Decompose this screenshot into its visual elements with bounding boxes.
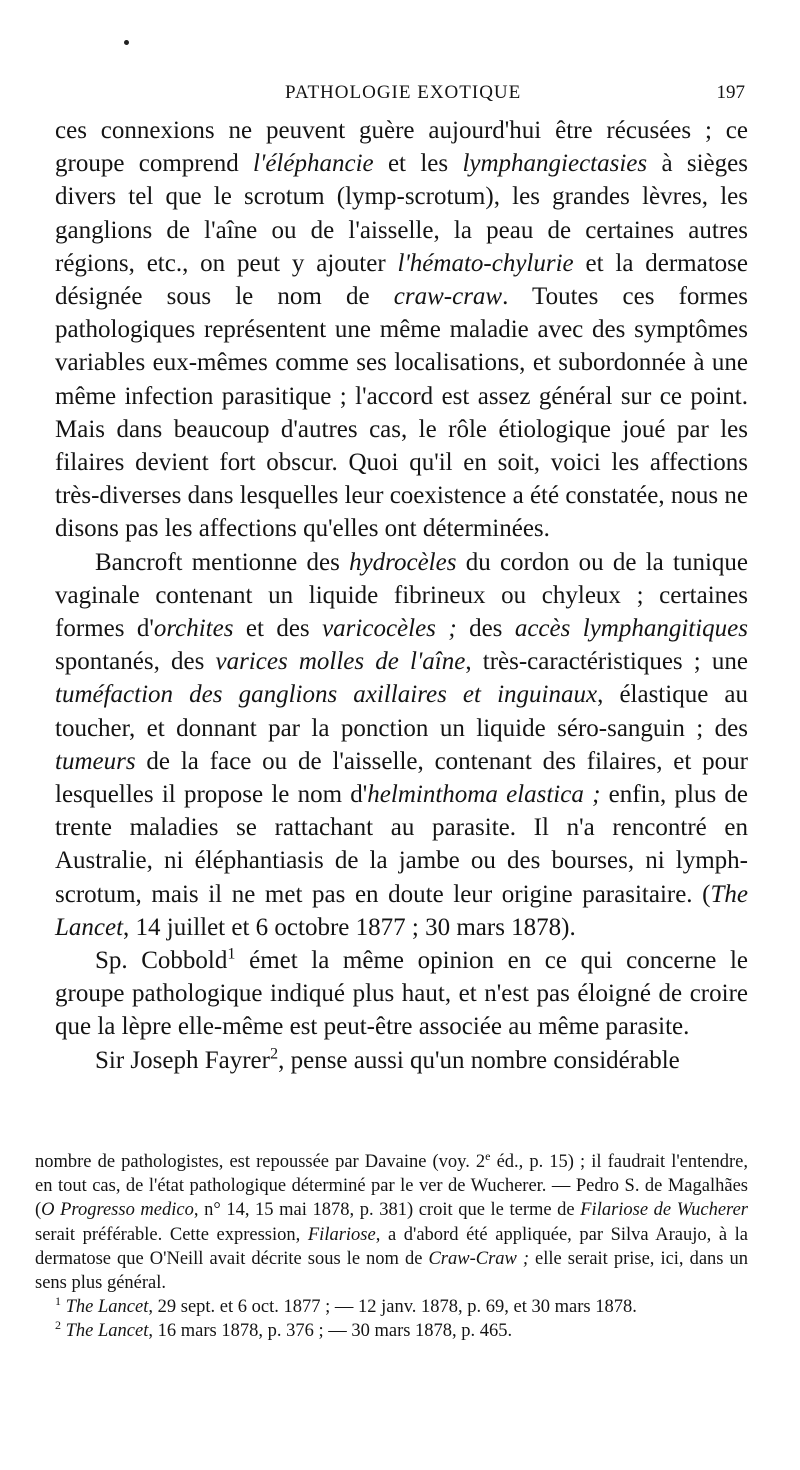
italic-term: craw-craw — [393, 283, 503, 311]
italic-term: O Progresso medico — [41, 1200, 194, 1221]
text-run: Bancroft mentionne des — [95, 548, 350, 576]
italic-term: The Lancet — [65, 1297, 149, 1318]
italic-term: varices molles de l'aîne — [215, 648, 466, 676]
footnotes — [35, 1150, 748, 1344]
text-run: Sp. Cobbold — [95, 947, 228, 975]
italic-term: varicocèles ; — [322, 615, 457, 643]
italic-term: tumeurs — [55, 747, 136, 775]
page-header — [55, 82, 745, 108]
running-title: PATHOLOGIE EXOTIQUE — [285, 82, 522, 103]
italic-term: helminthoma elastica ; — [367, 781, 601, 809]
text-run: et des — [233, 615, 323, 643]
text-run: Sir Joseph Fayrer — [95, 1046, 270, 1074]
text-run: du cordon ou de la tunique vaginale contenant un liquide fibrineux ou chyleux ; certaines formes d' — [55, 548, 748, 643]
text-run: ces connexions ne peuvent guère aujourd'hui être récusées ; ce groupe comprend — [55, 117, 748, 178]
text-run: , n° 14, 15 mai 1878, p. 381) croit que le terme de — [193, 1200, 581, 1221]
italic-term: The Lancet — [55, 880, 748, 941]
footnote-1 — [35, 1295, 748, 1319]
italic-term: l'hémato-chylurie — [397, 249, 574, 277]
text-run: éd., p. 15) ; il faudrait l'entendre, en tout cas, de l'état pathologique déterminé par le ver de Wucherer. — Pedro S. de Magalhães ( — [35, 1152, 748, 1221]
superscript: e — [485, 1148, 491, 1163]
italic-term: orchites — [153, 615, 234, 643]
text-run: , 14 juillet et 6 octobre 1877 ; 30 mars 1878). — [123, 913, 576, 941]
text-run: , 29 sept. et 6 oct. 1877 ; — 12 janv. 1878, p. 69, et 30 mars 1878. — [148, 1297, 637, 1318]
footnote-marker: 1 — [55, 1294, 62, 1309]
text-run: , a d'abord été appliquée, par Silva Araujo, à la dermatose que O'Neill avait décrite sous le nom de — [35, 1224, 748, 1269]
footnote-2 — [35, 1319, 748, 1343]
italic-term: accès lymphangitiques — [514, 615, 749, 643]
text-run: elle serait prise, ici, dans un sens plus général. — [35, 1248, 748, 1294]
italic-term: Filariose — [307, 1224, 376, 1245]
text-run: et les — [373, 150, 463, 178]
text-run: , pense aussi qu'un nombre considérable — [278, 1046, 680, 1074]
text-run: , très-caractéristiques ; une — [465, 648, 748, 676]
paragraph-1 — [55, 114, 748, 546]
italic-term: tuméfaction des ganglions axillaires et inguinaux — [55, 681, 598, 709]
text-run: . Toutes ces formes pathologiques représentent une même maladie avec des symptômes variables eux-mêmes comme ses localisations, et subordonnée à une même infection parasitique ; l'accord est assez général sur ce point. Mais dans beaucoup d'autres cas, le rôle étiologique joué par les filaires devient fort obscur. Quoi qu'il en soit, voici les affections très-diverses dans lesquelles leur coexistence a été constatée, nous ne disons pas les affections qu'elles ont déterminées. — [55, 283, 749, 543]
text-run: émet la même opinion en ce qui concerne le groupe pathologique indiqué plus haut, et n'est pas éloigné de croire que la lèpre elle-même est peut-être associée au même parasite. — [55, 947, 748, 1041]
footnote-marker: 2 — [55, 1318, 62, 1333]
main-text — [55, 114, 748, 1077]
italic-term: l'éléphancie — [253, 150, 374, 178]
text-run: et la dermatose désignée sous le nom de — [55, 249, 748, 311]
italic-term: Filariose de Wucherer — [580, 1200, 748, 1221]
text-run: enfin, plus de trente maladies se rattachant au parasite. Il n'a rencontré en Australie, ni éléphantiasis de la jambe ou des bourses, ni lymph-scrotum, mais il ne met pas en doute leur origine parasitaire. ( — [55, 781, 748, 908]
paragraph-3 — [55, 944, 748, 1044]
paragraph-4 — [55, 1044, 748, 1077]
text-run: , 16 mars 1878, p. 376 ; — 30 mars 1878, p. 465. — [148, 1321, 513, 1342]
text-run: à sièges divers tel que le scrotum (lymp-scrotum), les grandes lèvres, les ganglions de l'aîne ou de l'aisselle, la peau de certaines autres régions, etc., on peut y ajouter — [55, 150, 748, 277]
italic-term: hydrocèles — [349, 548, 457, 576]
footnote-ref: 1 — [227, 944, 236, 963]
text-run: nombre de pathologistes, est repoussée par Davaine (voy. 2 — [35, 1152, 486, 1172]
ink-dot-mark — [124, 40, 129, 45]
footnote-continuation — [35, 1150, 748, 1295]
paragraph-2 — [55, 546, 748, 944]
italic-term: The Lancet — [65, 1321, 149, 1342]
italic-term: Craw-Craw ; — [428, 1248, 530, 1269]
italic-term: lymphangiectasies — [462, 150, 648, 178]
footnote-ref: 2 — [269, 1044, 279, 1063]
text-run: de la face ou de l'aisselle, contenant des filaires, et pour lesquelles il propose le nom d' — [55, 747, 748, 809]
text-run: serait préférable. Cette expression, — [35, 1224, 308, 1245]
text-run: , élastique au toucher, et donnant par la ponction un liquide séro-sanguin ; des — [55, 681, 749, 742]
text-run: des — [456, 615, 515, 643]
text-run: spontanés, des — [55, 648, 216, 676]
page-number: 197 — [716, 82, 745, 103]
